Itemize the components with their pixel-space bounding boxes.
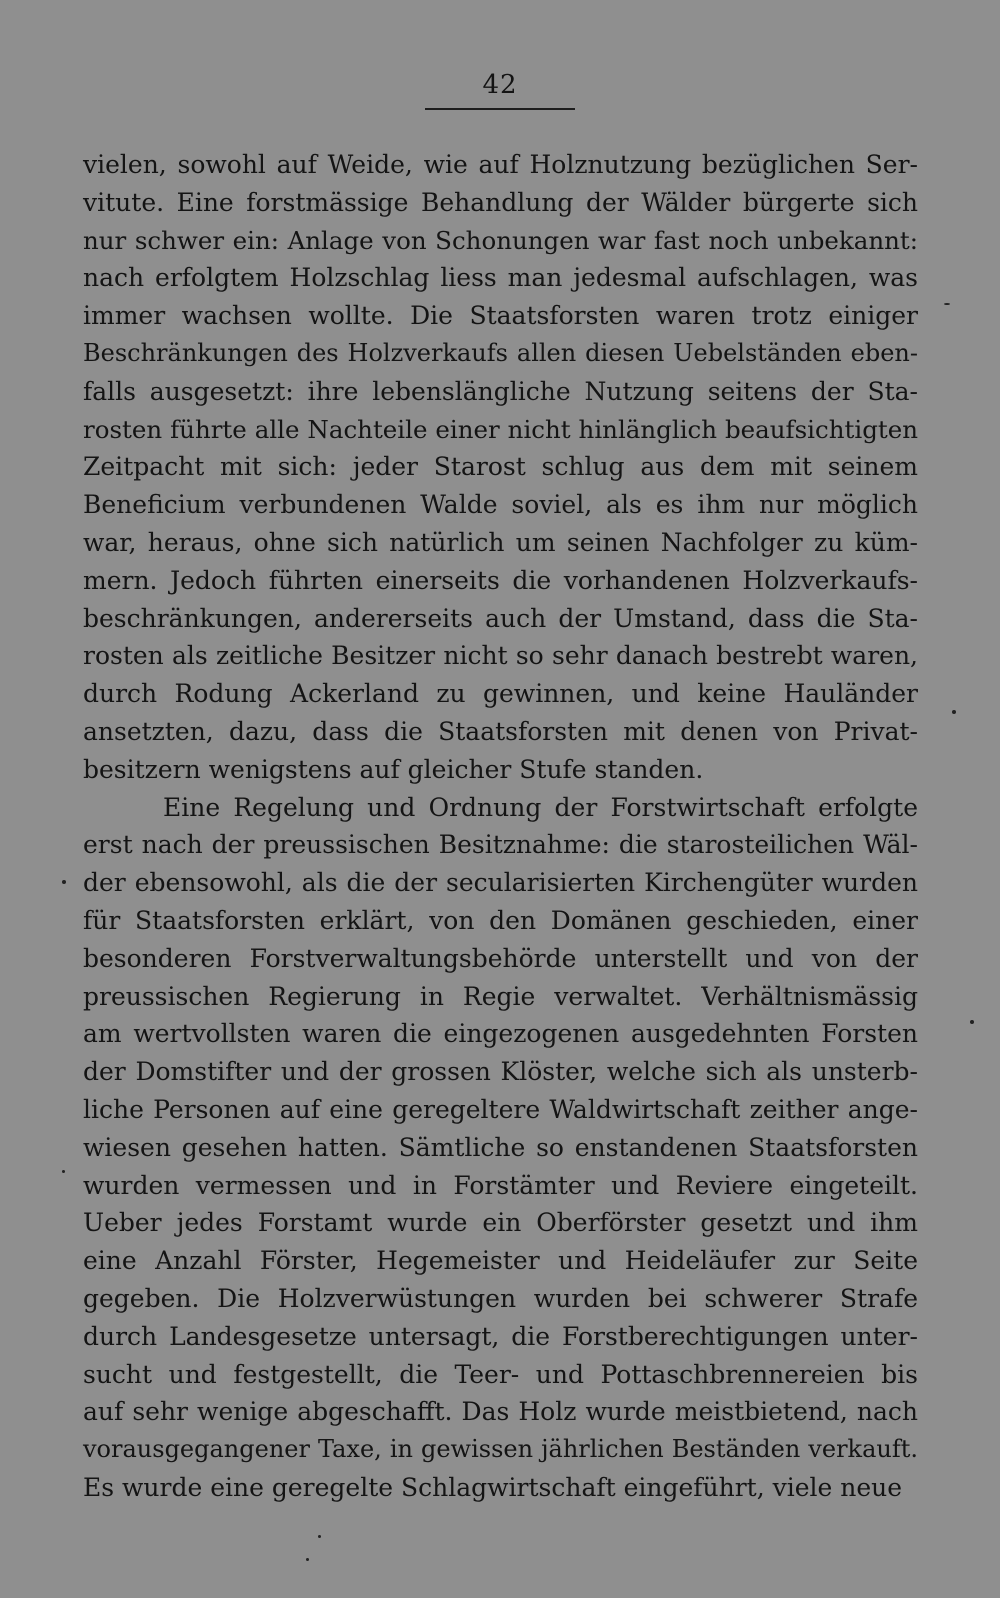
text-line: vielen, sowohl auf Weide, wie auf Holznutzung bezüglichen Ser-: [83, 150, 918, 179]
text-line: liche Personen auf eine geregeltere Waldwirtschaft zeither ange-: [83, 1094, 918, 1124]
scan-speck: [306, 1558, 309, 1561]
text-line: besonderen Forstverwaltungsbehörde unterstellt und von der: [83, 943, 918, 973]
text-line: wiesen gesehen hatten. Sämtliche so enstandenen Staatsforsten: [83, 1132, 918, 1162]
text-line: eine Anzahl Förster, Hegemeister und Heideläufer zur Seite: [83, 1246, 918, 1276]
paragraph: [83, 789, 918, 1507]
text-line: sucht und festgestellt, die Teer- und Pottaschbrennereien bis: [83, 1359, 918, 1389]
text-line: Es wurde eine geregelte Schlagwirtschaft eingeführt, viele neue: [83, 1472, 903, 1502]
text-line: Eine Regelung und Ordnung der Forstwirtschaft erfolgte: [163, 792, 918, 822]
text-line: gegeben. Die Holzverwüstungen wurden bei schwerer Strafe: [83, 1283, 918, 1313]
text-line: Beneficium verbundenen Walde soviel, als es ihm nur möglich: [83, 490, 918, 520]
text-line: Beschränkungen des Holzverkaufs allen diesen Uebelständen eben-: [83, 338, 918, 367]
text-line: preussischen Regierung in Regie verwaltet. Verhältnismässig: [83, 981, 918, 1011]
text-line: der Domstifter und der grossen Klöster, welche sich als unsterb-: [83, 1057, 918, 1087]
scan-speck: [970, 1020, 974, 1024]
text-line: für Staatsforsten erklärt, von den Domänen geschieden, einer: [83, 905, 918, 935]
text-line: der ebensowohl, als die der secularisierten Kirchengüter wurden: [83, 868, 918, 898]
text-line: ansetzten, dazu, dass die Staatsforsten mit denen von Privat-: [83, 716, 918, 746]
page-number: 42: [482, 70, 518, 100]
text-line: Zeitpacht mit sich: jeder Starost schlug aus dem mit seinem: [83, 452, 918, 482]
text-line: wurden vermessen und in Forstämter und Reviere eingeteilt.: [83, 1170, 918, 1200]
text-line: beschränkungen, andererseits auch der Umstand, dass die Sta-: [83, 603, 918, 633]
scan-speck: [944, 303, 950, 305]
text-line: am wertvollsten waren die eingezogenen ausgedehnten Forsten: [83, 1019, 918, 1049]
text-line: besitzern wenigstens auf gleicher Stufe standen.: [83, 754, 704, 784]
text-line: vitute. Eine forstmässige Behandlung der Wälder bürgerte sich: [83, 187, 918, 217]
text-line: war, heraus, ohne sich natürlich um seinen Nachfolger zu küm-: [83, 527, 918, 557]
scan-speck: [318, 1535, 321, 1538]
text-line: durch Landesgesetze untersagt, die Forstberechtigungen unter-: [83, 1321, 918, 1351]
scan-speck: [62, 1170, 65, 1173]
text-line: rosten führte alle Nachteile einer nicht hinlänglich beaufsichtigten: [83, 414, 918, 444]
text-line: auf sehr wenige abgeschafft. Das Holz wurde meistbietend, nach: [83, 1397, 918, 1427]
text-line: immer wachsen wollte. Die Staatsforsten waren trotz einiger: [83, 301, 918, 331]
page-number-rule: [425, 108, 575, 110]
paragraph: [83, 146, 918, 789]
text-line: durch Rodung Ackerland zu gewinnen, und keine Hauländer: [83, 679, 918, 709]
text-line: falls ausgesetzt: ihre lebenslängliche Nutzung seitens der Sta-: [83, 376, 918, 406]
text-line: erst nach der preussischen Besitznahme: die starosteilichen Wäl-: [83, 830, 918, 860]
text-line: vorausgegangener Taxe, in gewissen jährlichen Beständen verkauft.: [83, 1435, 918, 1464]
text-line: nur schwer ein: Anlage von Schonungen war fast noch unbekannt:: [83, 225, 918, 255]
text-line: mern. Jedoch führten einerseits die vorhandenen Holzverkaufs-: [83, 565, 918, 595]
body-text: [83, 146, 918, 1507]
scan-speck: [952, 710, 956, 714]
text-line: rosten als zeitliche Besitzer nicht so sehr danach bestrebt waren,: [83, 641, 918, 671]
text-line: nach erfolgtem Holzschlag liess man jedesmal aufschlagen, was: [83, 263, 918, 293]
text-line: Ueber jedes Forstamt wurde ein Oberförster gesetzt und ihm: [83, 1208, 918, 1238]
scan-speck: [62, 880, 66, 884]
